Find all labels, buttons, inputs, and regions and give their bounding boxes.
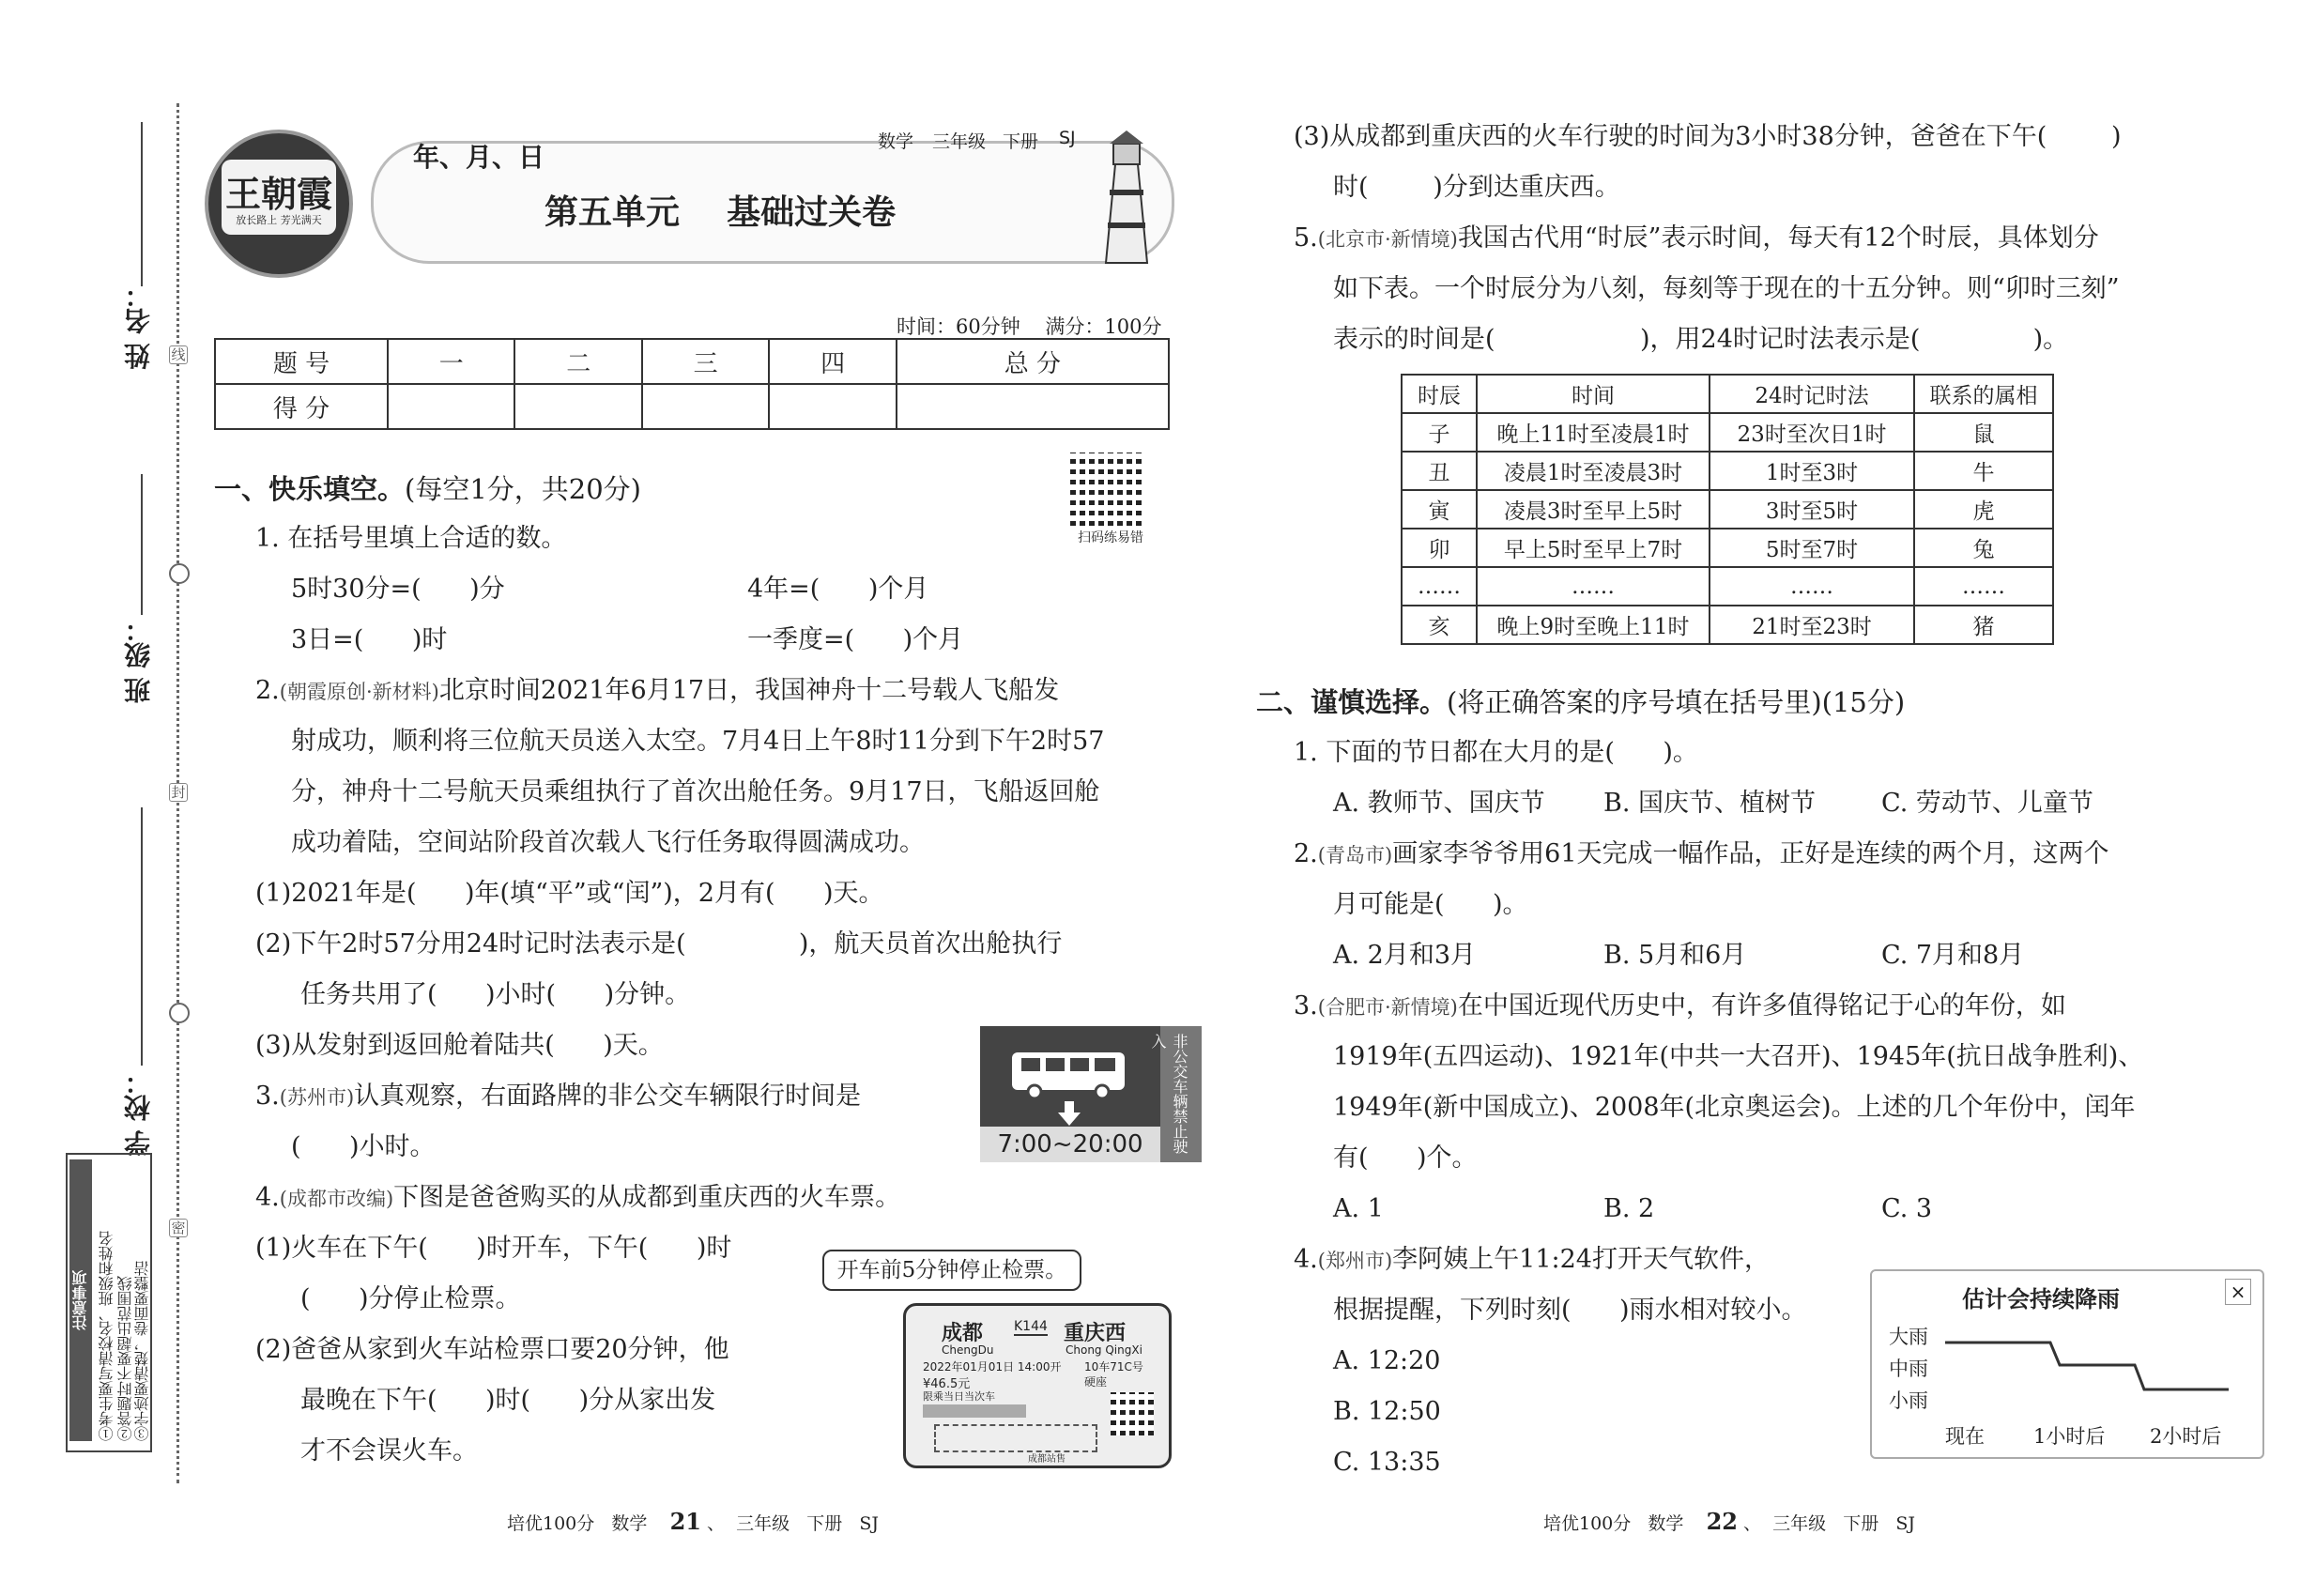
question-text: 分，神舟十二号航天员乘组执行了首次出舱任务。9月17日，飞船返回舱 [291,777,1100,806]
page-number: 22 [1706,1508,1738,1535]
footer-text: 培优100分 [507,1513,595,1534]
callout-bubble: 开车前5分钟停止检票。 [822,1250,1081,1291]
choice-option[interactable]: B. 2 [1603,1194,1655,1223]
question-number: 4. [255,1183,280,1212]
class-label: 班 级： [123,616,154,704]
brand-logo [205,130,353,278]
sub-question: (3)从发射到返回舱着陆共( )天。 [255,1031,664,1060]
date-label: 年、月、日 [413,142,545,173]
table-cell: 牛 [1914,452,2053,490]
table-header: 时间 [1477,375,1710,413]
binding-hole [169,563,190,584]
footer-text: SJ [859,1513,880,1534]
time-label: 1小时后 [2033,1425,2106,1448]
question-text: 射成功，顺利将三位航天员送入太空。7月4日上午8时11分到下午2时57 [291,727,1105,756]
exam-info: 时间：60分钟 满分：100分 [897,315,1162,338]
question-item: 3日=( )时 [291,625,448,654]
question-source: (郑州市) [1317,1250,1393,1272]
cut-label-xian: 线 [169,345,188,364]
table-row [1402,490,2053,529]
ticket-price: ¥46.5元 [923,1377,971,1391]
score-label: 得 分 [215,384,388,429]
question-text: 北京时间2021年6月17日，我国神舟十二号载人飞船发 [438,676,1060,705]
rain-level-label: 小雨 [1889,1389,1928,1412]
weather-popup [1870,1269,2264,1459]
score-cell[interactable] [769,384,896,429]
question-text: 我国古代用“时辰”表示时间，每天有12个时辰，具体划分 [1457,223,2099,253]
school-field[interactable] [141,807,143,1066]
ticket-from-pinyin: ChengDu [942,1343,994,1357]
lighthouse-icon [1080,127,1173,268]
question-source: (朝霞原创·新材料) [279,681,439,703]
sub-question: (3)从成都到重庆西的火车行驶的时间为3小时38分钟，爸爸在下午( ) [1294,122,2122,151]
ticket-to-pinyin: Chong QingXi [1066,1343,1142,1357]
footer-text: 下册 [806,1513,843,1534]
sub-question: 才不会误火车。 [300,1436,478,1466]
table-cell: 3时至5时 [1710,490,1914,529]
ticket-qr-code [1111,1392,1154,1435]
footer-text: 数学 [611,1513,648,1534]
ticket-notice-box [934,1424,1097,1452]
subject-tag: 下册 [1003,131,1039,152]
score-header: 二 [514,339,641,384]
sub-question: (2)爸爸从家到火车站检票口要20分钟，他 [255,1335,729,1364]
table-row [1402,413,2053,452]
question-text: 李阿姨上午11:24打开天气软件， [1392,1245,1770,1274]
sub-question: ( )分停止检票。 [300,1284,521,1313]
choice-option[interactable]: A. 教师节、国庆节 [1333,789,1545,818]
footer-right: 培优100分 数学 22 、 三年级 下册 SJ [1543,1508,1916,1535]
question-text: 1919年(五四运动)、1921年(中共一大召开)、1945年(抗日战争胜利)、 [1333,1042,2144,1071]
section-note: (每空1分，共20分) [405,473,641,505]
table-cell: …… [1710,567,1914,606]
name-field[interactable] [141,122,143,286]
ticket-to: 重庆西 [1064,1321,1127,1345]
question-source: (苏州市) [279,1086,355,1109]
table-cell: 寅 [1402,490,1477,529]
rain-level-label: 大雨 [1889,1326,1928,1348]
ticket-train: K144 [1014,1319,1048,1334]
weather-title: 估计会持续降雨 [1962,1286,2120,1312]
table-row [1402,567,2053,606]
question-text: 成功着陆，空间站阶段首次载人飞行任务取得圆满成功。 [291,828,925,857]
table-cell: 23时至次日1时 [1710,413,1914,452]
table-cell: 1时至3时 [1710,452,1914,490]
shichen-table [1401,374,2054,645]
question-number: 3. [1294,991,1318,1021]
question-source: (合肥市·新情境) [1317,996,1458,1019]
table-cell: 卯 [1402,529,1477,567]
footer-text: SJ [1895,1513,1916,1534]
table-cell: 丑 [1402,452,1477,490]
ticket-from: 成都 [942,1321,984,1345]
sub-question: (1)火车在下午( )时开车，下午( )时 [255,1234,732,1263]
question-item: 4年=( )个月 [747,575,929,604]
score-header: 三 [642,339,769,384]
question-text: 1949年(新中国成立)、2008年(北京奥运会)。上述的几个年份中，闰年 [1333,1093,2136,1122]
sub-question: 任务共用了( )小时( )分钟。 [300,980,691,1009]
sub-question: 最晚在下午( )时( )分从家出发 [300,1386,716,1415]
score-header: 总 分 [897,339,1169,384]
rain-trend-line [1938,1327,2238,1412]
score-header: 四 [769,339,896,384]
notice-title: 注意事项 [69,1159,92,1441]
table-cell: 5时至7时 [1710,529,1914,567]
table-cell: 21时至23时 [1710,606,1914,644]
sign-side-text: 非公交车辆禁止驶入 [1149,1034,1188,1154]
section-note: (将正确答案的序号填在括号里)(15分) [1447,686,1906,718]
question-text: 认真观察，右面路牌的非公交车辆限行时间是 [354,1082,862,1111]
logo-subtext: 放长路上 芳光满天 [236,214,322,226]
table-cell: 早上5时至早上7时 [1477,529,1710,567]
choice-option[interactable]: C. 3 [1881,1194,1933,1223]
question-number: 4. [1294,1245,1318,1274]
choice-option[interactable]: B. 5月和6月 [1603,941,1747,970]
footer-text: 下册 [1843,1513,1879,1534]
question-text: 下图是爸爸购买的从成都到重庆西的火车票。 [393,1183,901,1212]
notice-box [66,1153,152,1452]
class-field[interactable] [141,474,143,615]
arrow-down-icon [1055,1099,1083,1128]
table-row [1402,529,2053,567]
logo-text: 王朝霞 [224,173,332,215]
choice-option[interactable]: C. 劳动节、儿童节 [1881,789,2093,818]
question-text: 如下表。一个时辰分为八刻，每刻等于现在的十五分钟。则“卯时三刻” [1333,274,2120,303]
cut-label-mi: 密 [169,1219,188,1237]
score-cell[interactable] [897,384,1169,429]
table-cell: 晚上11时至凌晨1时 [1477,413,1710,452]
footer-text: 三年级 [736,1513,790,1534]
score-cell[interactable] [388,384,514,429]
table-header: 联系的属相 [1914,375,2053,413]
score-cell[interactable] [514,384,641,429]
notice-item: ②答题时不要超出范围线 [116,1276,134,1441]
page-title: 第五单元 基础过关卷 [544,193,897,232]
question-text: 画家李爷爷用61天完成一幅作品，正好是连续的两个月，这两个 [1392,839,2109,868]
rain-level-label: 中雨 [1889,1358,1928,1380]
question-source: (成都市改编) [279,1188,394,1210]
binding-hole [169,1003,190,1023]
ticket-id-blur [923,1404,1026,1418]
table-cell: 猪 [1914,606,2053,644]
question-number: 2. [255,676,280,705]
table-row [1402,606,2053,644]
road-sign-side [1149,1026,1202,1162]
score-header: 一 [388,339,514,384]
table-cell: 凌晨1时至凌晨3时 [1477,452,1710,490]
section-title: 二、谨慎选择。 [1256,686,1448,718]
close-icon[interactable]: × [2225,1279,2251,1305]
time-label: 现在 [1945,1425,1985,1448]
time-label: 2小时后 [2150,1425,2222,1448]
subject-tag: SJ [1059,128,1076,148]
question-number: 5. [1294,223,1318,253]
question-item: 一季度=( )个月 [747,625,964,654]
choice-option[interactable]: B. 国庆节、植树节 [1603,789,1817,818]
sub-question: 时( )分到达重庆西。 [1333,173,1620,202]
ticket-date: 2022年01月01日 14:00开 [923,1360,1062,1373]
notice-item: ①考生要写清校名、班级和姓名 [98,1231,115,1441]
sub-question: (1)2021年是( )年(填“平”或“闰”)，2月有( )天。 [255,879,884,908]
table-cell: 兔 [1914,529,2053,567]
choice-option[interactable]: C. 13:35 [1333,1448,1441,1477]
question-number: 2. [1294,839,1318,868]
ticket-station: 成都站售 [1028,1454,1066,1465]
score-cell[interactable] [642,384,769,429]
qr-code[interactable] [1070,453,1143,526]
sign-time: 7:00~20:00 [980,1127,1160,1162]
choice-option[interactable]: B. 12:50 [1333,1397,1441,1426]
train-ticket [903,1303,1172,1468]
question-text: 月可能是( )。 [1333,890,1528,919]
page-number: 21 [669,1508,701,1535]
question-item: 5时30分=( )分 [291,575,505,604]
school-label: 学 校： [123,1068,154,1157]
table-row [1402,452,2053,490]
question-source: (青岛市) [1317,844,1393,867]
footer-text: 三年级 [1772,1513,1827,1534]
question-text: 表示的时间是( )，用24时记时法表示是( )。 [1333,325,2069,354]
table-cell: 亥 [1402,606,1477,644]
name-label: 姓 名： [123,282,154,370]
table-header: 时辰 [1402,375,1477,413]
qr-caption: 扫码练易错 [1078,530,1143,545]
notice-item: ③字迹要清楚，卷面要整洁 [133,1261,151,1441]
section-title: 一、快乐填空。 [214,473,406,505]
choice-option[interactable]: A. 12:20 [1333,1346,1441,1375]
sub-question: (2)下午2时57分用24时记时法表示是( )，航天员首次出舱执行 [255,929,1063,959]
question-text: 根据提醒，下列时刻( )雨水相对较小。 [1333,1296,1807,1325]
table-header: 24时记时法 [1710,375,1914,413]
question-text: 在中国近现代历史中，有许多值得铭记于心的年份，如 [1457,991,2066,1021]
question-text: 1. 下面的节日都在大月的是( )。 [1294,738,1698,767]
footer-left: 培优100分 数学 21 、 三年级 下册 SJ [507,1508,880,1535]
table-cell: 晚上9时至晚上11时 [1477,606,1710,644]
table-cell: …… [1914,567,2053,606]
choice-option[interactable]: A. 1 [1333,1194,1384,1223]
table-cell: 凌晨3时至早上5时 [1477,490,1710,529]
score-header: 题 号 [215,339,388,384]
footer-text: 数学 [1648,1513,1684,1534]
table-cell: 鼠 [1914,413,2053,452]
bus-icon [993,1045,1143,1101]
subject-tag: 三年级 [932,131,987,152]
score-table [214,338,1170,430]
choice-option[interactable]: C. 7月和8月 [1881,941,2025,970]
table-cell: 虎 [1914,490,2053,529]
subject-tag: 数学 [878,131,914,152]
footer-text: 培优100分 [1543,1513,1632,1534]
question-source: (北京市·新情境) [1317,228,1458,251]
question-text: ( )小时。 [291,1132,436,1161]
question-number: 3. [255,1082,280,1111]
ticket-seat: 10车71C号 [1084,1360,1143,1373]
question-text: 有( )个。 [1333,1143,1478,1173]
table-cell: …… [1477,567,1710,606]
ticket-note: 限乘当日当次车 [923,1390,995,1403]
choice-option[interactable]: A. 2月和3月 [1333,941,1477,970]
table-cell: …… [1402,567,1477,606]
cut-label-feng: 封 [169,783,188,802]
ticket-class: 硬座 [1084,1375,1108,1389]
table-cell: 子 [1402,413,1477,452]
question-text: 1. 在括号里填上合适的数。 [255,524,567,553]
